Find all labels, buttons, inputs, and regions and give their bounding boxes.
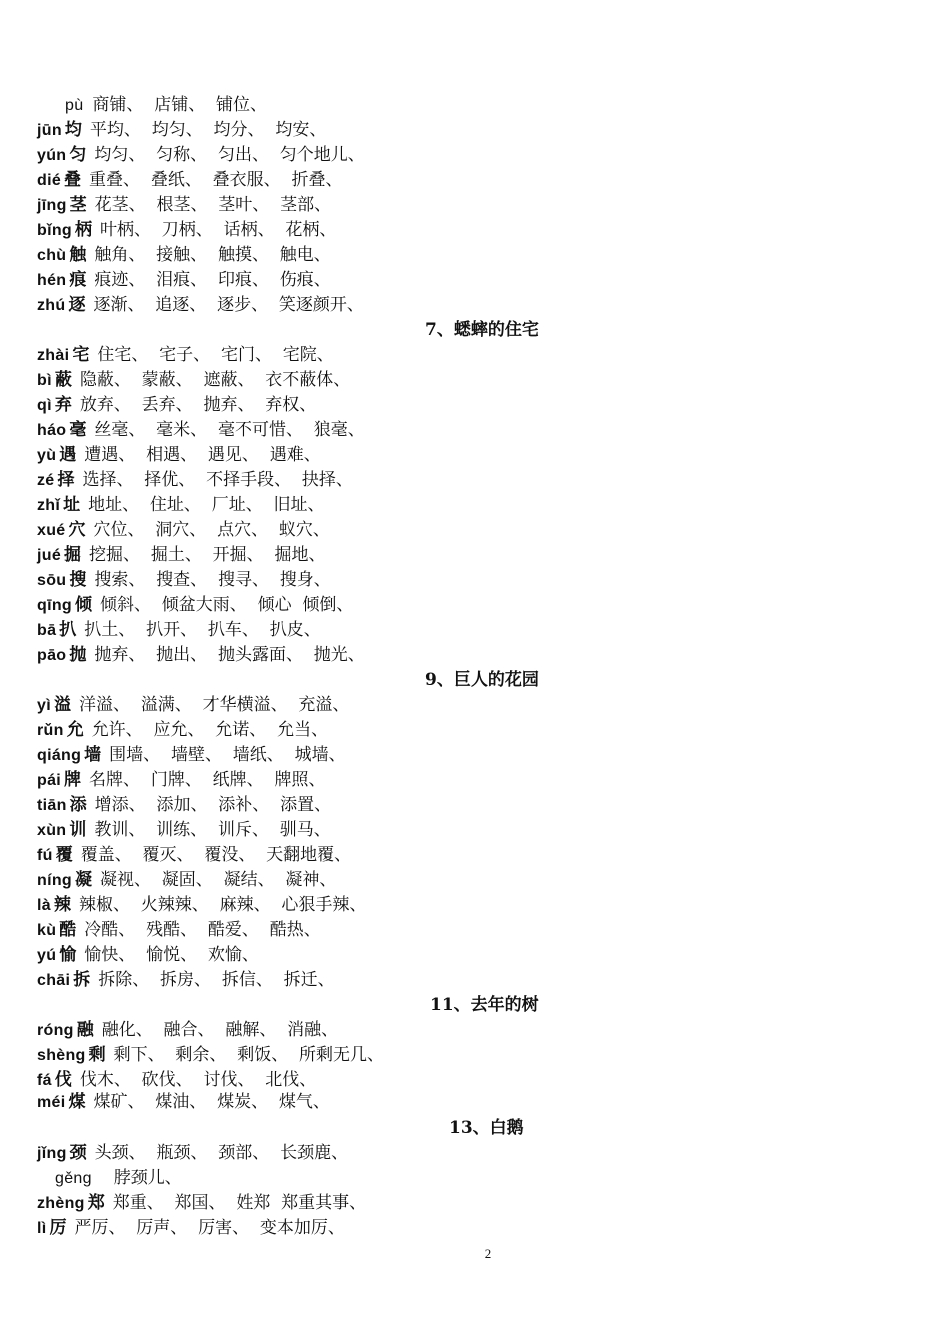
character: 拆	[73, 970, 91, 990]
example-words: 扒土、 扒开、 扒车、 扒皮、	[84, 620, 321, 640]
pinyin: bì	[37, 372, 52, 389]
vocab-entry	[37, 618, 321, 642]
example-words: 放弃、 丢弃、 抛弃、 弃权、	[79, 395, 317, 415]
pinyin: bǐng	[37, 222, 72, 239]
pinyin: fá	[37, 1072, 52, 1089]
example-words: 增添、 添加、 添补、 添置、	[94, 795, 332, 815]
vocab-entry	[37, 1216, 345, 1240]
pinyin: fú	[37, 847, 53, 864]
vocab-entry	[37, 518, 330, 542]
vocab-entry	[37, 443, 321, 467]
example-words: 允许、 应允、 允诺、 允当、	[91, 720, 329, 740]
vocab-entry	[37, 768, 325, 792]
character: 厉	[49, 1218, 67, 1238]
example-words: 住宅、 宅子、 宅门、 宅院、	[97, 345, 334, 365]
example-words: 花茎、 根茎、 茎叶、 茎部、	[94, 195, 332, 215]
vocab-entry	[37, 1068, 316, 1092]
example-words: 均匀、 匀称、 匀出、 匀个地儿、	[94, 145, 365, 165]
example-words: 教训、 训练、 训斥、 驯马、	[94, 820, 331, 840]
pinyin: jǐng	[37, 1145, 67, 1162]
pinyin: zhǐ	[37, 497, 61, 514]
vocab-entry	[37, 143, 365, 167]
character: 覆	[55, 845, 73, 865]
page-number: 2	[484, 1246, 492, 1261]
pinyin: yì	[37, 697, 51, 714]
character: 添	[69, 795, 87, 815]
pinyin: bā	[37, 622, 57, 639]
example-words: 洋溢、 溢满、 才华横溢、 充溢、	[78, 695, 350, 715]
example-words: 名牌、 门牌、 纸牌、 牌照、	[89, 770, 326, 790]
pinyin: qì	[37, 397, 52, 414]
pinyin: zé	[37, 472, 55, 489]
character: 酷	[59, 920, 77, 940]
vocab-entry	[37, 543, 325, 567]
vocab-entry	[37, 943, 259, 967]
pinyin: lì	[37, 1220, 47, 1237]
vocab-entry	[37, 168, 342, 192]
character: 均	[64, 120, 82, 140]
pinyin: tiān	[37, 797, 67, 814]
character: 郑	[87, 1193, 105, 1213]
example-words: 凝视、 凝固、 凝结、 凝神、	[99, 870, 337, 890]
pinyin: méi	[37, 1094, 66, 1111]
character: 煤	[68, 1092, 86, 1112]
vocab-entry	[37, 1018, 338, 1042]
pinyin: pāo	[37, 647, 67, 664]
example-words: 伐木、 砍伐、 讨伐、 北伐、	[79, 1070, 317, 1090]
pinyin: chāi	[37, 972, 71, 989]
pinyin: hén	[37, 272, 67, 289]
vocab-entry	[37, 343, 334, 367]
vocab-entry	[37, 268, 331, 292]
vocab-entry	[37, 693, 349, 717]
character: 触	[69, 245, 87, 265]
character: 痕	[69, 270, 87, 290]
vocab-entry	[37, 1191, 366, 1215]
character: 弃	[54, 395, 72, 415]
character: 允	[66, 720, 84, 740]
vocab-entry	[37, 743, 346, 767]
pinyin: zhú	[37, 297, 66, 314]
example-words: 重叠、 叠纸、 叠衣服、 折叠、	[89, 170, 343, 190]
character: 掘	[64, 545, 82, 565]
example-words: 倾斜、 倾盆大雨、 倾心 倾倒、	[99, 595, 354, 615]
character: 择	[57, 470, 75, 490]
pinyin: dié	[37, 172, 62, 189]
character: 址	[63, 495, 81, 515]
vocab-entry	[55, 1166, 182, 1190]
pinyin: jūn	[37, 122, 62, 139]
character: 颈	[69, 1143, 87, 1163]
example-words: 逐渐、 追逐、 逐步、 笑逐颜开、	[93, 295, 364, 315]
pinyin: qiáng	[37, 747, 82, 764]
character: 毫	[69, 420, 87, 440]
example-words: 穴位、 洞穴、 点穴、 蚁穴、	[93, 520, 330, 540]
pinyin: pái	[37, 772, 62, 789]
vocab-entry	[37, 1090, 330, 1114]
example-words: 平均、 均匀、 均分、 均安、	[89, 120, 327, 140]
pinyin: róng	[37, 1022, 74, 1039]
character: 溢	[53, 695, 71, 715]
vocab-entry	[65, 93, 267, 117]
character: 伐	[54, 1070, 72, 1090]
pinyin: qīng	[37, 597, 72, 614]
character: 愉	[59, 945, 77, 965]
vocab-entry	[37, 818, 331, 842]
example-words: 郑重、 郑国、 姓郑 郑重其事、	[112, 1193, 367, 1213]
vocab-entry	[37, 393, 316, 417]
example-words: 隐蔽、 蒙蔽、 遮蔽、 衣不蔽体、	[79, 370, 351, 390]
example-words: 辣椒、 火辣辣、 麻辣、 心狠手辣、	[78, 895, 367, 915]
example-words: 围墙、 墙壁、 墙纸、 城墙、	[109, 745, 346, 765]
character: 遇	[59, 445, 77, 465]
pinyin: xùn	[37, 822, 67, 839]
character: 训	[69, 820, 87, 840]
pinyin: kù	[37, 922, 57, 939]
example-words: 搜索、 搜查、 搜寻、 搜身、	[94, 570, 331, 590]
pinyin: shèng	[37, 1047, 86, 1064]
vocab-entry	[37, 868, 336, 892]
example-words: 脖颈儿、	[113, 1168, 182, 1188]
pinyin: gěng	[55, 1170, 92, 1187]
pinyin: háo	[37, 422, 67, 439]
section-heading: 11、去年的树	[430, 995, 539, 1015]
pinyin: sōu	[37, 572, 67, 589]
character: 凝	[74, 870, 92, 890]
example-words: 愉快、 愉悦、 欢愉、	[84, 945, 259, 965]
character: 宅	[72, 345, 90, 365]
pinyin: zhèng	[37, 1195, 85, 1212]
vocab-entry	[37, 843, 351, 867]
character: 抛	[69, 645, 87, 665]
pinyin: jīng	[37, 197, 67, 214]
vocab-entry	[37, 1043, 384, 1067]
vocab-entry	[37, 243, 331, 267]
pinyin: yún	[37, 147, 67, 164]
example-words: 剩下、 剩余、 剩饭、 所剩无几、	[113, 1045, 385, 1065]
character: 蔽	[54, 370, 72, 390]
vocab-entry	[37, 968, 335, 992]
example-words: 触角、 接触、 触摸、 触电、	[94, 245, 331, 265]
character: 叠	[64, 170, 82, 190]
character: 倾	[74, 595, 92, 615]
example-words: 抛弃、 抛出、 抛头露面、 抛光、	[94, 645, 365, 665]
vocab-entry	[37, 218, 336, 242]
example-words: 冷酷、 残酷、 酷爱、 酷热、	[84, 920, 321, 940]
character: 搜	[69, 570, 87, 590]
example-words: 遭遇、 相遇、 遇见、 遇难、	[84, 445, 321, 465]
vocab-entry	[37, 418, 365, 442]
pinyin: là	[37, 897, 51, 914]
vocab-entry	[37, 468, 353, 492]
example-words: 头颈、 瓶颈、 颈部、 长颈鹿、	[94, 1143, 349, 1163]
pinyin: rǔn	[37, 722, 64, 739]
section-heading: 9、巨人的花园	[425, 670, 539, 690]
example-words: 融化、 融合、 融解、 消融、	[101, 1020, 339, 1040]
pinyin: jué	[37, 547, 62, 564]
example-words: 煤矿、 煤油、 煤炭、 煤气、	[93, 1092, 330, 1112]
vocab-entry	[37, 118, 326, 142]
example-words: 地址、 住址、 厂址、 旧址、	[88, 495, 325, 515]
character: 柄	[74, 220, 92, 240]
character: 扒	[59, 620, 77, 640]
vocab-entry	[37, 568, 331, 592]
vocab-entry	[37, 643, 365, 667]
pinyin: níng	[37, 872, 72, 889]
example-words: 严厉、 厉声、 厉害、 变本加厉、	[74, 1218, 345, 1238]
character: 辣	[53, 895, 71, 915]
vocab-entry	[37, 793, 331, 817]
section-heading: 13、白鹅	[449, 1118, 524, 1138]
example-words: 拆除、 拆房、 拆信、 拆迁、	[98, 970, 335, 990]
pinyin: zhài	[37, 347, 70, 364]
pinyin: chù	[37, 247, 67, 264]
example-words: 叶柄、 刀柄、 话柄、 花柄、	[99, 220, 337, 240]
character: 融	[76, 1020, 94, 1040]
example-words: 商铺、 店铺、 铺位、	[92, 95, 268, 115]
example-words: 丝毫、 毫米、 毫不可惜、 狼毫、	[94, 420, 365, 440]
example-words: 覆盖、 覆灭、 覆没、 天翻地覆、	[80, 845, 352, 865]
vocab-entry	[37, 593, 353, 617]
pinyin: xué	[37, 522, 66, 539]
pinyin: yù	[37, 447, 57, 464]
character: 牌	[64, 770, 82, 790]
character: 匀	[69, 145, 87, 165]
character: 穴	[68, 520, 86, 540]
example-words: 痕迹、 泪痕、 印痕、 伤痕、	[94, 270, 331, 290]
section-heading: 7、蟋蟀的住宅	[425, 320, 539, 340]
vocab-entry	[37, 893, 366, 917]
vocab-entry	[37, 718, 328, 742]
example-words: 选择、 择优、 不择手段、 抉择、	[82, 470, 353, 490]
character: 墙	[84, 745, 102, 765]
character: 茎	[69, 195, 87, 215]
vocab-entry	[37, 1141, 348, 1165]
pinyin: pù	[65, 97, 84, 114]
pinyin: yú	[37, 947, 57, 964]
vocab-entry	[37, 493, 325, 517]
example-words: 挖掘、 掘土、 开掘、 掘地、	[89, 545, 326, 565]
vocab-entry	[37, 293, 364, 317]
character: 剩	[88, 1045, 106, 1065]
vocab-entry	[37, 193, 331, 217]
vocab-entry	[37, 368, 350, 392]
vocab-entry	[37, 918, 321, 942]
character: 逐	[68, 295, 86, 315]
